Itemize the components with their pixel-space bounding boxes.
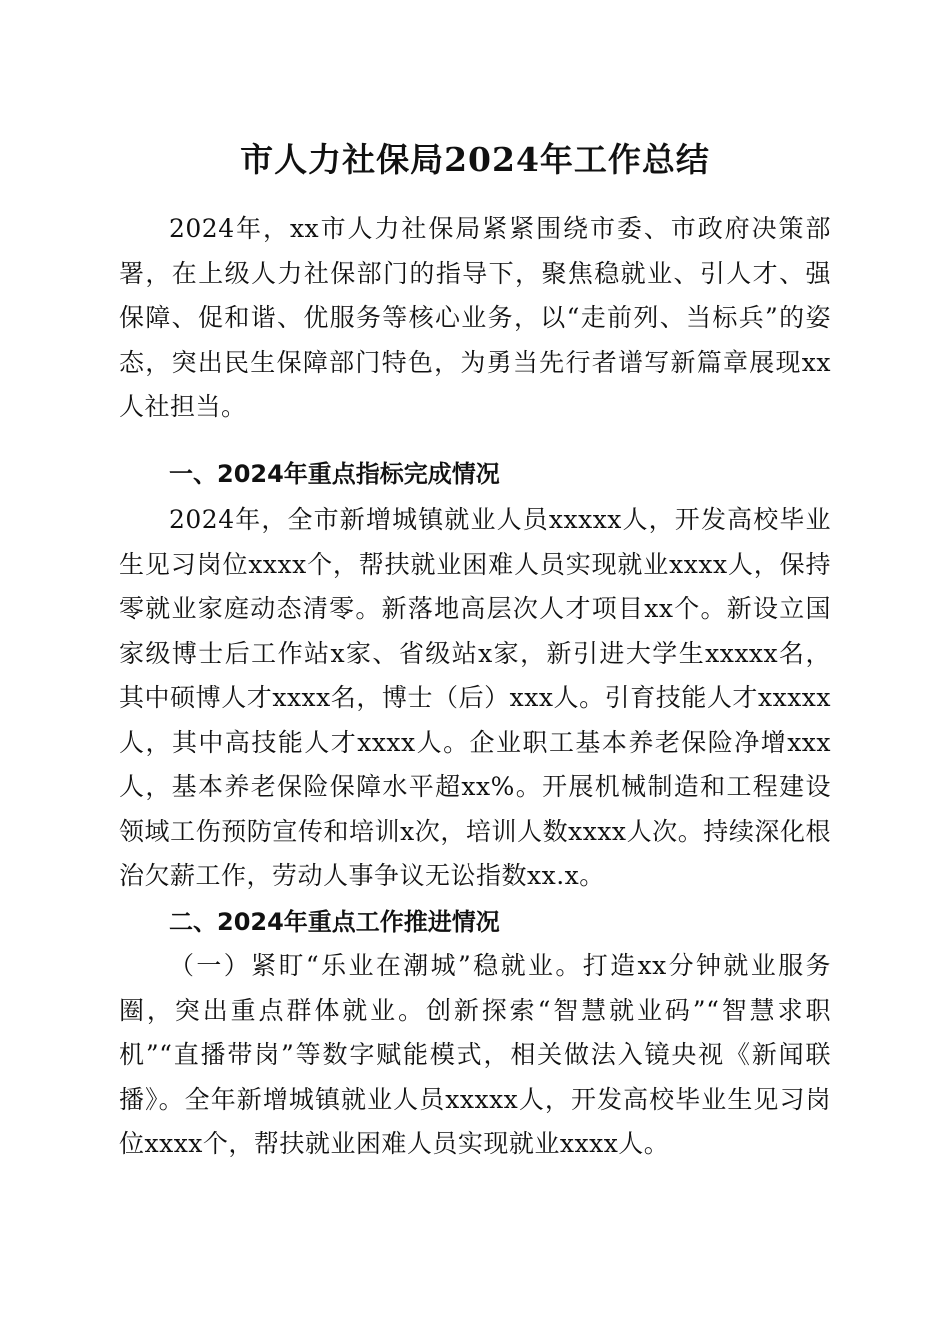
section-heading-2: 二、2024年重点工作推进情况 (169, 908, 500, 936)
section-paragraph-1: 2024年，全市新增城镇就业人员xxxxx人，开发高校毕业生见习岗位xxxx个，帮扶就业困难人员实现就业xxxx人，保持零就业家庭动态清零。新落地高层次人才项目xx个。新设立国家级博士后工作站x家、省级站x家，新引进大学生xxxxx名，其中硕博人才xxxx名，博士（后）xxx人。引育技能人才xxxxx人，其中高技能人才xxxx人。企业职工基本养老保险净增xxx人，基本养老保险保障水平超xx%。开展机械制造和工程建设领域工伤预防宣传和培训x次，培训人数xxxx人次。持续深化根治欠薪工作，劳动人事争议无讼指数xx.x。 (119, 505, 831, 890)
section-paragraph-2: （一）紧盯“乐业在潮城”稳就业。打造xx分钟就业服务圈，突出重点群体就业。创新探索“智慧就业码”“智慧求职机”“直播带岗”等数字赋能模式，相关做法入镜央视《新闻联播》。全年新增城镇就业人员xxxxx人，开发高校毕业生见习岗位xxxx个，帮扶就业困难人员实现就业xxxx人。 (119, 951, 831, 1158)
page-title: 市人力社保局2024年工作总结 (240, 140, 710, 179)
section-heading-1: 一、2024年重点指标完成情况 (169, 460, 500, 488)
intro-paragraph: 2024年，xx市人力社保局紧紧围绕市委、市政府决策部署，在上级人力社保部门的指导下，聚焦稳就业、引人才、强保障、促和谐、优服务等核心业务，以“走前列、当标兵”的姿态，突出民生保障部门特色，为勇当先行者谱写新篇章展现xx人社担当。 (119, 214, 831, 421)
